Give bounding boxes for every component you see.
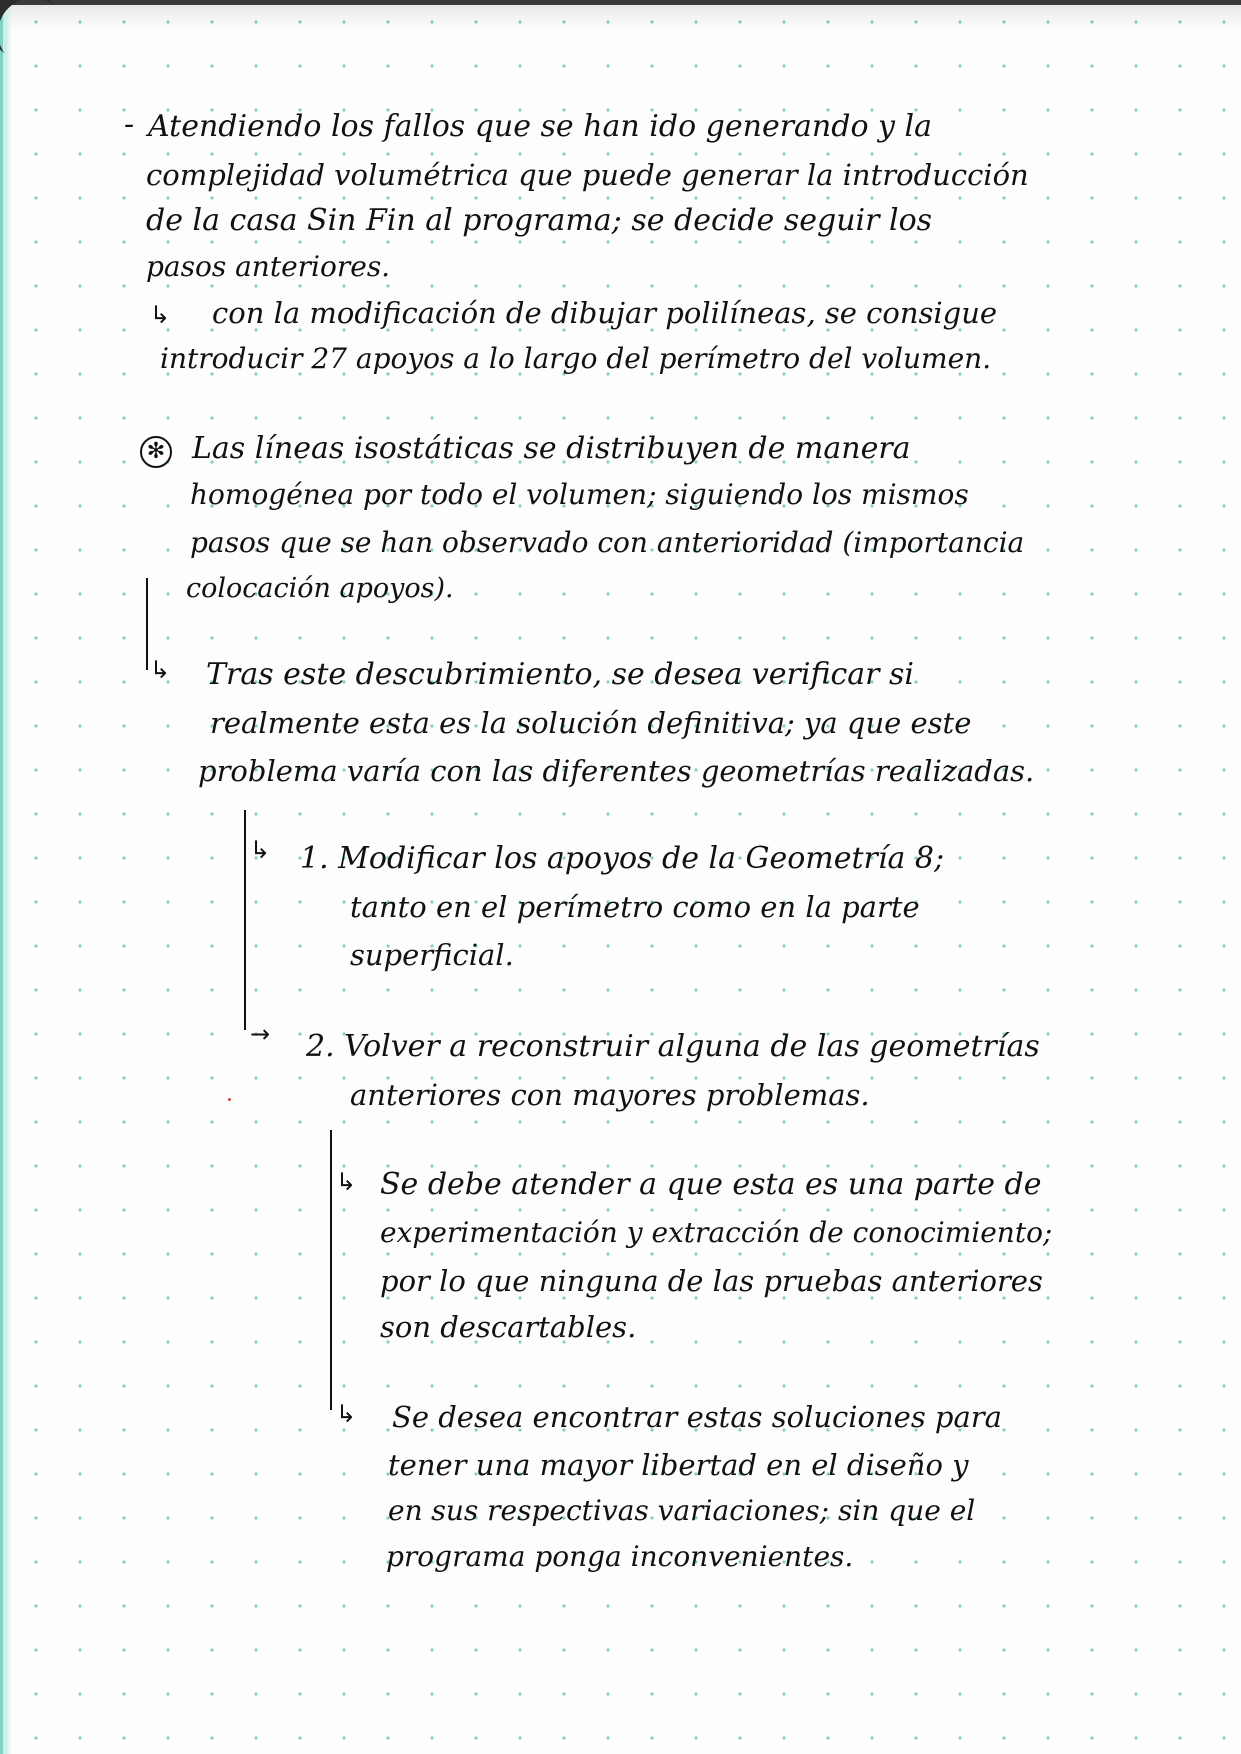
step-line: superficial.	[350, 938, 514, 972]
bracket-line	[244, 810, 246, 1030]
text-line: Tras este descubrimiento, se desea verificar si	[206, 657, 915, 692]
step-line: tanto en el perímetro como en la parte	[350, 890, 920, 924]
note-line: Se debe atender a que esta es una parte de	[380, 1167, 1042, 1202]
scan-top-edge	[0, 0, 1241, 30]
note-line: experimentación y extracción de conocimiento;	[380, 1216, 1053, 1249]
text-line: pasos que se han observado con anterioridad (importancia	[190, 526, 1025, 559]
ink-speck	[228, 1098, 231, 1101]
text-line: de la casa Sin Fin al programa; se decide seguir los	[146, 203, 933, 238]
text-line: problema varía con las diferentes geometrías realizadas.	[198, 754, 1035, 788]
bullet-dash: -	[124, 107, 135, 142]
page-binding-edge	[0, 0, 12, 1754]
page-corner	[0, 0, 60, 60]
text-line: pasos anteriores.	[146, 250, 391, 283]
asterisk-circle-icon: ✻	[140, 436, 172, 468]
note-line: por lo que ninguna de las pruebas anteriores	[380, 1264, 1043, 1298]
text-line: colocación apoyos).	[186, 573, 454, 604]
note-line: en sus respectivas variaciones; sin que el	[388, 1494, 976, 1527]
arrow-icon: ↳	[336, 1400, 357, 1428]
bracket-line	[146, 578, 148, 670]
step-line: 2. Volver a reconstruir alguna de las geometrías	[306, 1029, 1040, 1064]
note-line: son descartables.	[380, 1310, 637, 1344]
note-line: tener una mayor libertad en el diseño y	[388, 1448, 969, 1482]
text-line: homogénea por todo el volumen; siguiendo los mismos	[190, 478, 969, 511]
arrow-icon: ↳	[336, 1168, 357, 1196]
arrow-icon: ↳	[150, 656, 171, 684]
bracket-line	[330, 1130, 332, 1410]
text-line: con la modificación de dibujar polilíneas, se consigue	[212, 296, 998, 330]
text-line: introducir 27 apoyos a lo largo del perímetro del volumen.	[160, 342, 992, 375]
note-line: Se desea encontrar estas soluciones para	[392, 1400, 1002, 1434]
text-line: Atendiendo los fallos que se han ido generando y la	[148, 109, 933, 144]
arrow-icon: ↳	[250, 836, 271, 864]
text-line: Las líneas isostáticas se distribuyen de manera	[192, 431, 911, 466]
text-line: realmente esta es la solución definitiva; ya que este	[210, 706, 972, 740]
arrow-icon: ↳	[150, 301, 171, 329]
step-line: 1. Modificar los apoyos de la Geometría 8;	[300, 841, 945, 876]
step-line: anteriores con mayores problemas.	[350, 1078, 870, 1112]
arrow-icon: →	[250, 1020, 271, 1048]
text-line: complejidad volumétrica que puede generar la introducción	[146, 158, 1029, 192]
note-line: programa ponga inconvenientes.	[386, 1540, 854, 1573]
